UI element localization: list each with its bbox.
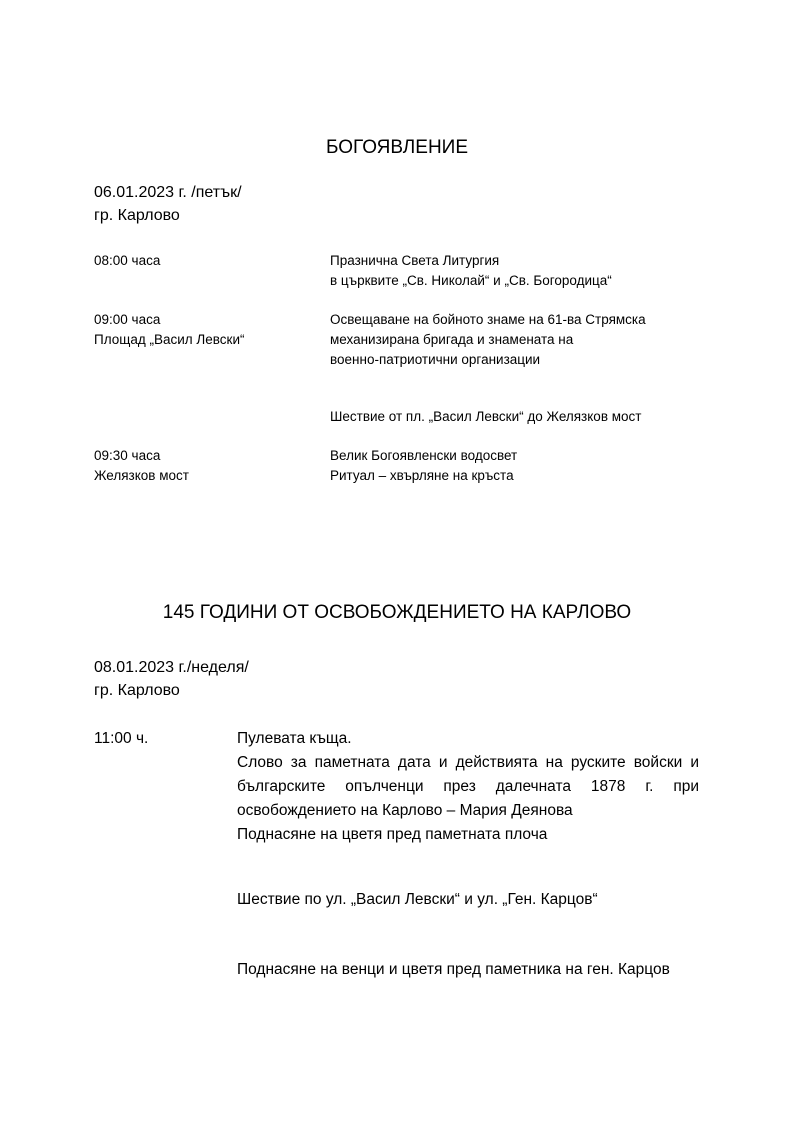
paragraph: Слово за паметната дата и действията на руските войски и българските опълченци през далечната 1878 г. при освобождението на Карлово – Мария Деянова xyxy=(237,754,699,819)
section2-title: 145 ГОДИНИ ОТ ОСВОБОЖДЕНИЕТО НА КАРЛОВО xyxy=(162,602,632,623)
section2-place: гр. Карлово xyxy=(94,682,180,699)
paragraph: Шествие по ул. „Васил Левски“ и ул. „Ген. Карцов“ xyxy=(237,891,598,908)
event-time: 09:00 часа Площад „Васил Левски“ xyxy=(94,312,245,347)
event-description: Празнична Света Литургия в църквите „Св. Николай“ и „Св. Богородица“ xyxy=(330,253,612,288)
event-description: Шествие от пл. „Васил Левски“ до Желязков мост xyxy=(330,409,642,424)
section2-date: 08.01.2023 г./неделя/ xyxy=(94,659,249,676)
section1-title: БОГОЯВЛЕНИЕ xyxy=(326,137,468,158)
paragraph: Поднасяне на цветя пред паметната плоча xyxy=(237,826,548,843)
event-description: Велик Богоявленски водосвет Ритуал – хвърляне на кръста xyxy=(330,448,518,483)
paragraph: Пулевата къща. xyxy=(237,730,352,747)
section1-date: 06.01.2023 г. /петък/ xyxy=(94,184,242,201)
event-description: Освещаване на бойното знаме на 61-ва Стрямска механизирана бригада и знамената на военно-патриотични организации xyxy=(330,312,646,367)
event-time: 08:00 часа xyxy=(94,253,161,268)
section2-time: 11:00 ч. xyxy=(94,730,149,747)
section1-place: гр. Карлово xyxy=(94,207,180,224)
event-time: 09:30 часа Желязков мост xyxy=(94,448,189,483)
paragraph: Поднасяне на венци и цветя пред паметника на ген. Карцов xyxy=(237,961,670,978)
